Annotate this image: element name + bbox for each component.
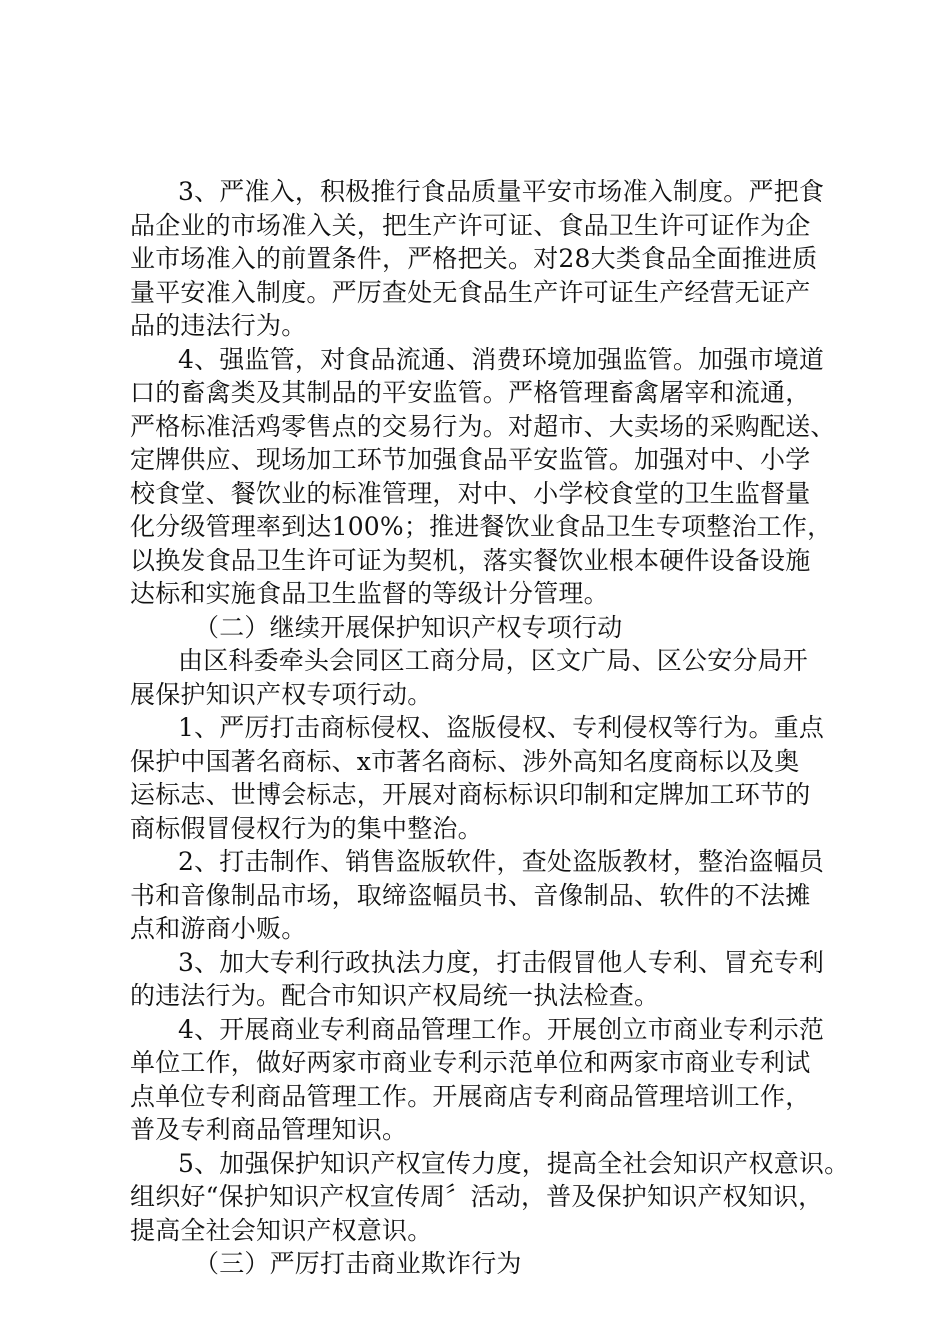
paragraph-line: 品的违法行为。 — [130, 311, 307, 340]
paragraph-line: 口的畜禽类及其制品的平安监管。严格管理畜禽屠宰和流通， — [130, 378, 811, 407]
section-heading: （二）继续开展保护知识产权专项行动 — [194, 612, 623, 642]
paragraph-line: 品企业的市场准入关，把生产许可证、食品卫生许可证作为企 — [130, 210, 811, 240]
paragraph-line: 运标志、世博会标志，开展对商标标识印制和定牌加工环节的 — [130, 780, 811, 809]
paragraph-line: 3、严准入，积极推行食品质量平安市场准入制度。严把食 — [178, 177, 825, 206]
paragraph-line: 4、强监管，对食品流通、消费环境加强监管。加强市境道 — [178, 344, 825, 374]
paragraph-line: 校食堂、餐饮业的标准管理，对中、小学校食堂的卫生监督量 — [130, 478, 811, 508]
paragraph-line: 量平安准入制度。严厉查处无食品生产许可证生产经营无证产 — [130, 277, 811, 307]
paragraph-line: 以换发食品卫生许可证为契机，落实餐饮业根本硬件设备设施 — [130, 545, 811, 575]
paragraph-line: 提高全社会知识产权意识。 — [130, 1215, 433, 1245]
paragraph-line: 1、严厉打击商标侵权、盗版侵权、专利侵权等行为。重点 — [178, 713, 825, 742]
paragraph-line: 普及专利商品管理知识。 — [130, 1115, 408, 1144]
paragraph-line: 3、加大专利行政执法力度，打击假冒他人专利、冒充专利 — [178, 947, 825, 977]
paragraph-line: 4、开展商业专利商品管理工作。开展创立市商业专利示范 — [178, 1014, 825, 1044]
paragraph-line: 5、加强保护知识产权宣传力度，提高全社会知识产权意识。 — [178, 1148, 850, 1178]
paragraph-line: 达标和实施食品卫生监督的等级计分管理。 — [130, 579, 609, 608]
paragraph-line: 定牌供应、现场加工环节加强食品平安监管。加强对中、小学 — [130, 445, 811, 474]
paragraph-line: 点单位专利商品管理工作。开展商店专利商品管理培训工作， — [130, 1081, 811, 1111]
paragraph-line: 2、打击制作、销售盗版软件，查处盗版教材，整治盗幅员 — [178, 847, 825, 876]
paragraph-line: 保护中国著名商标、x市著名商标、涉外高知名度商标以及奥 — [130, 746, 800, 776]
paragraph-line: 点和游商小贩。 — [130, 914, 307, 943]
paragraph-line: 展保护知识产权专项行动。 — [130, 679, 433, 709]
paragraph-line: 单位工作，做好两家市商业专利示范单位和两家市商业专利试 — [130, 1048, 811, 1077]
paragraph-line: 商标假冒侵权行为的集中整治。 — [130, 813, 483, 843]
paragraph-line: 由区科委牵头会同区工商分局，区文广局、区公安分局开 — [178, 646, 809, 675]
paragraph-line: 组织好“保护知识产权宣传周〞活动，普及保护知识产权知识， — [130, 1182, 824, 1211]
paragraph-line: 化分级管理率到达100%；推进餐饮业食品卫生专项整治工作， — [130, 512, 833, 541]
paragraph-line: 书和音像制品市场，取缔盗幅员书、音像制品、软件的不法摊 — [130, 880, 811, 910]
paragraph-line: 的违法行为。配合市知识产权局统一执法检查。 — [130, 981, 660, 1010]
section-heading: （三）严厉打击商业欺诈行为 — [194, 1249, 522, 1278]
document-body — [130, 175, 855, 1281]
paragraph-line: 业市场准入的前置条件，严格把关。对28大类食品全面推进质 — [130, 244, 818, 273]
paragraph-line: 严格标准活鸡零售点的交易行为。对超市、大卖场的采购配送、 — [130, 411, 836, 441]
